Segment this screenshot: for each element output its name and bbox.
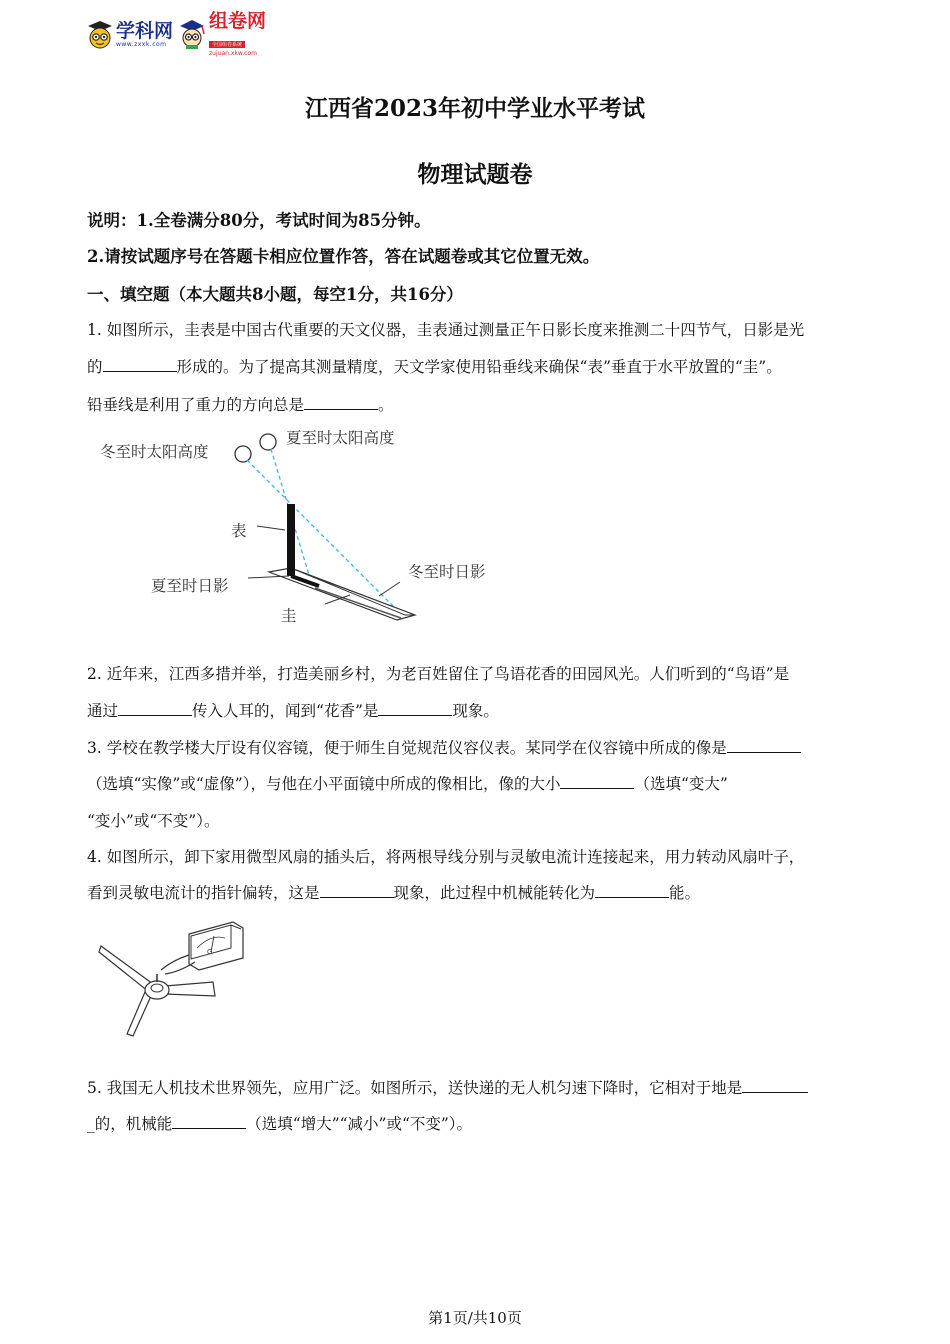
logo-zjw-text: 组卷网: [209, 10, 267, 32]
q1-text: 形成的。为了提高其测量精度，天文学家使用铅垂线来确保“表”垂直于水平放置的“圭”。: [176, 358, 782, 376]
q1-line-2: [87, 356, 867, 378]
q3-text: （选填“变大”: [634, 775, 728, 793]
q4-text: 看到灵敏电流计的指针偏转，这是: [87, 884, 320, 902]
gui-biao-figure: [95, 420, 535, 635]
logo-bar: [86, 10, 267, 57]
logo-zujuanwang: [177, 11, 266, 57]
q1-answer-blank-2[interactable]: [304, 394, 378, 410]
logo-zjw-tag: 全国组卷系统: [209, 41, 245, 48]
page-number: 第1页/共10页: [428, 1309, 522, 1327]
q2-line-2: [87, 700, 867, 722]
q3-line-3: “变小”或“不变”）。: [87, 812, 220, 830]
label-summer-sun: 夏至时太阳高度: [286, 429, 395, 447]
logo-xkw-text: 学科网: [116, 19, 174, 42]
q1-text: 铅垂线是利用了重力的方向总是: [87, 396, 305, 414]
logo-zjw-url: zujuan.xkw.com: [209, 50, 257, 57]
q5-line-2: [87, 1113, 867, 1135]
q2-answer-blank-2[interactable]: [378, 700, 452, 716]
q4-answer-blank-2[interactable]: [595, 882, 669, 898]
label-summer-shadow: 夏至时日影: [151, 577, 229, 595]
q4-text: 能。: [669, 884, 701, 902]
exam-title: 江西省2023年初中学业水平考试: [304, 95, 645, 122]
q3-text: （选填“实像”或“虚像”），与他在小平面镜中所成的像相比，像的大小: [87, 775, 561, 793]
q3-text: 3. 学校在教学楼大厅设有仪容镜，便于师生自觉规范仪容仪表。某同学在仪容镜中所成的像是: [87, 739, 727, 757]
q5-answer-blank-2[interactable]: [172, 1113, 246, 1129]
q3-answer-blank-1[interactable]: [727, 737, 801, 753]
q2-text: 传入人耳的，闻到“花香”是: [192, 702, 379, 720]
q3-line-2: [87, 773, 867, 795]
label-winter-shadow: 冬至时日影: [408, 563, 486, 581]
summer-sun-circle: [260, 434, 276, 450]
label-gnomon: 表: [231, 522, 247, 540]
q1-line-1: 1. 如图所示，圭表是中国古代重要的天文仪器，圭表通过测量正午日影长度来推测二十四节气，日影是光: [87, 321, 805, 339]
biao-gnomon: [287, 504, 295, 576]
instruction-line-1: 说明：1.全卷满分80分，考试时间为85分钟。: [87, 211, 431, 230]
winter-sun-circle: [235, 446, 251, 462]
meter-letter: G: [207, 948, 213, 956]
q5-answer-blank-1[interactable]: [742, 1077, 808, 1093]
q5-line-1: [87, 1077, 867, 1099]
label-gui: 圭: [281, 607, 297, 625]
logo-xkw-url: www.zxxk.com: [116, 40, 167, 48]
q3-line-1: [87, 737, 867, 759]
galvanometer-icon: [189, 922, 243, 970]
q4-text: 现象，此过程中机械能转化为: [393, 884, 596, 902]
q1-text: 。: [378, 396, 394, 414]
q2-line-1: 2. 近年来，江西多措并举，打造美丽乡村，为老百姓留住了鸟语花香的田园风光。人们听到的“鸟语”是: [87, 665, 790, 683]
section-heading: 一、填空题（本大题共8小题，每空1分，共16分）: [87, 285, 463, 304]
mascot-icon: [86, 19, 114, 49]
q2-text: 现象。: [452, 702, 499, 720]
label-winter-sun: 冬至时太阳高度: [100, 443, 209, 461]
q4-line-2: [87, 882, 867, 904]
q4-line-1: 4. 如图所示，卸下家用微型风扇的插头后，将两根导线分别与灵敏电流计连接起来，用力转动风扇叶子，: [87, 848, 805, 866]
q2-text: 通过: [87, 702, 119, 720]
q1-text: 的: [87, 358, 103, 376]
scholar-mascot-icon: [177, 18, 207, 50]
instruction-line-2: 2.请按试题序号在答题卡相应位置作答，答在试题卷或其它位置无效。: [87, 247, 600, 266]
q5-text: （选填“增大”“减小”或“不变”）。: [246, 1115, 473, 1133]
q1-line-3: [87, 394, 867, 416]
subject-title: 物理试题卷: [417, 161, 533, 188]
q1-answer-blank-1[interactable]: [103, 356, 177, 372]
q5-text: 5. 我国无人机技术世界领先，应用广泛。如图所示，送快递的无人机匀速下降时，它相对于地是: [87, 1079, 743, 1097]
q5-text: _的，机械能: [87, 1115, 173, 1133]
q2-answer-blank-1[interactable]: [118, 700, 192, 716]
q4-answer-blank-1[interactable]: [320, 882, 394, 898]
fan-galvanometer-figure: [95, 912, 255, 1047]
q3-answer-blank-2[interactable]: [560, 773, 634, 789]
logo-xuekewang: [86, 19, 173, 49]
